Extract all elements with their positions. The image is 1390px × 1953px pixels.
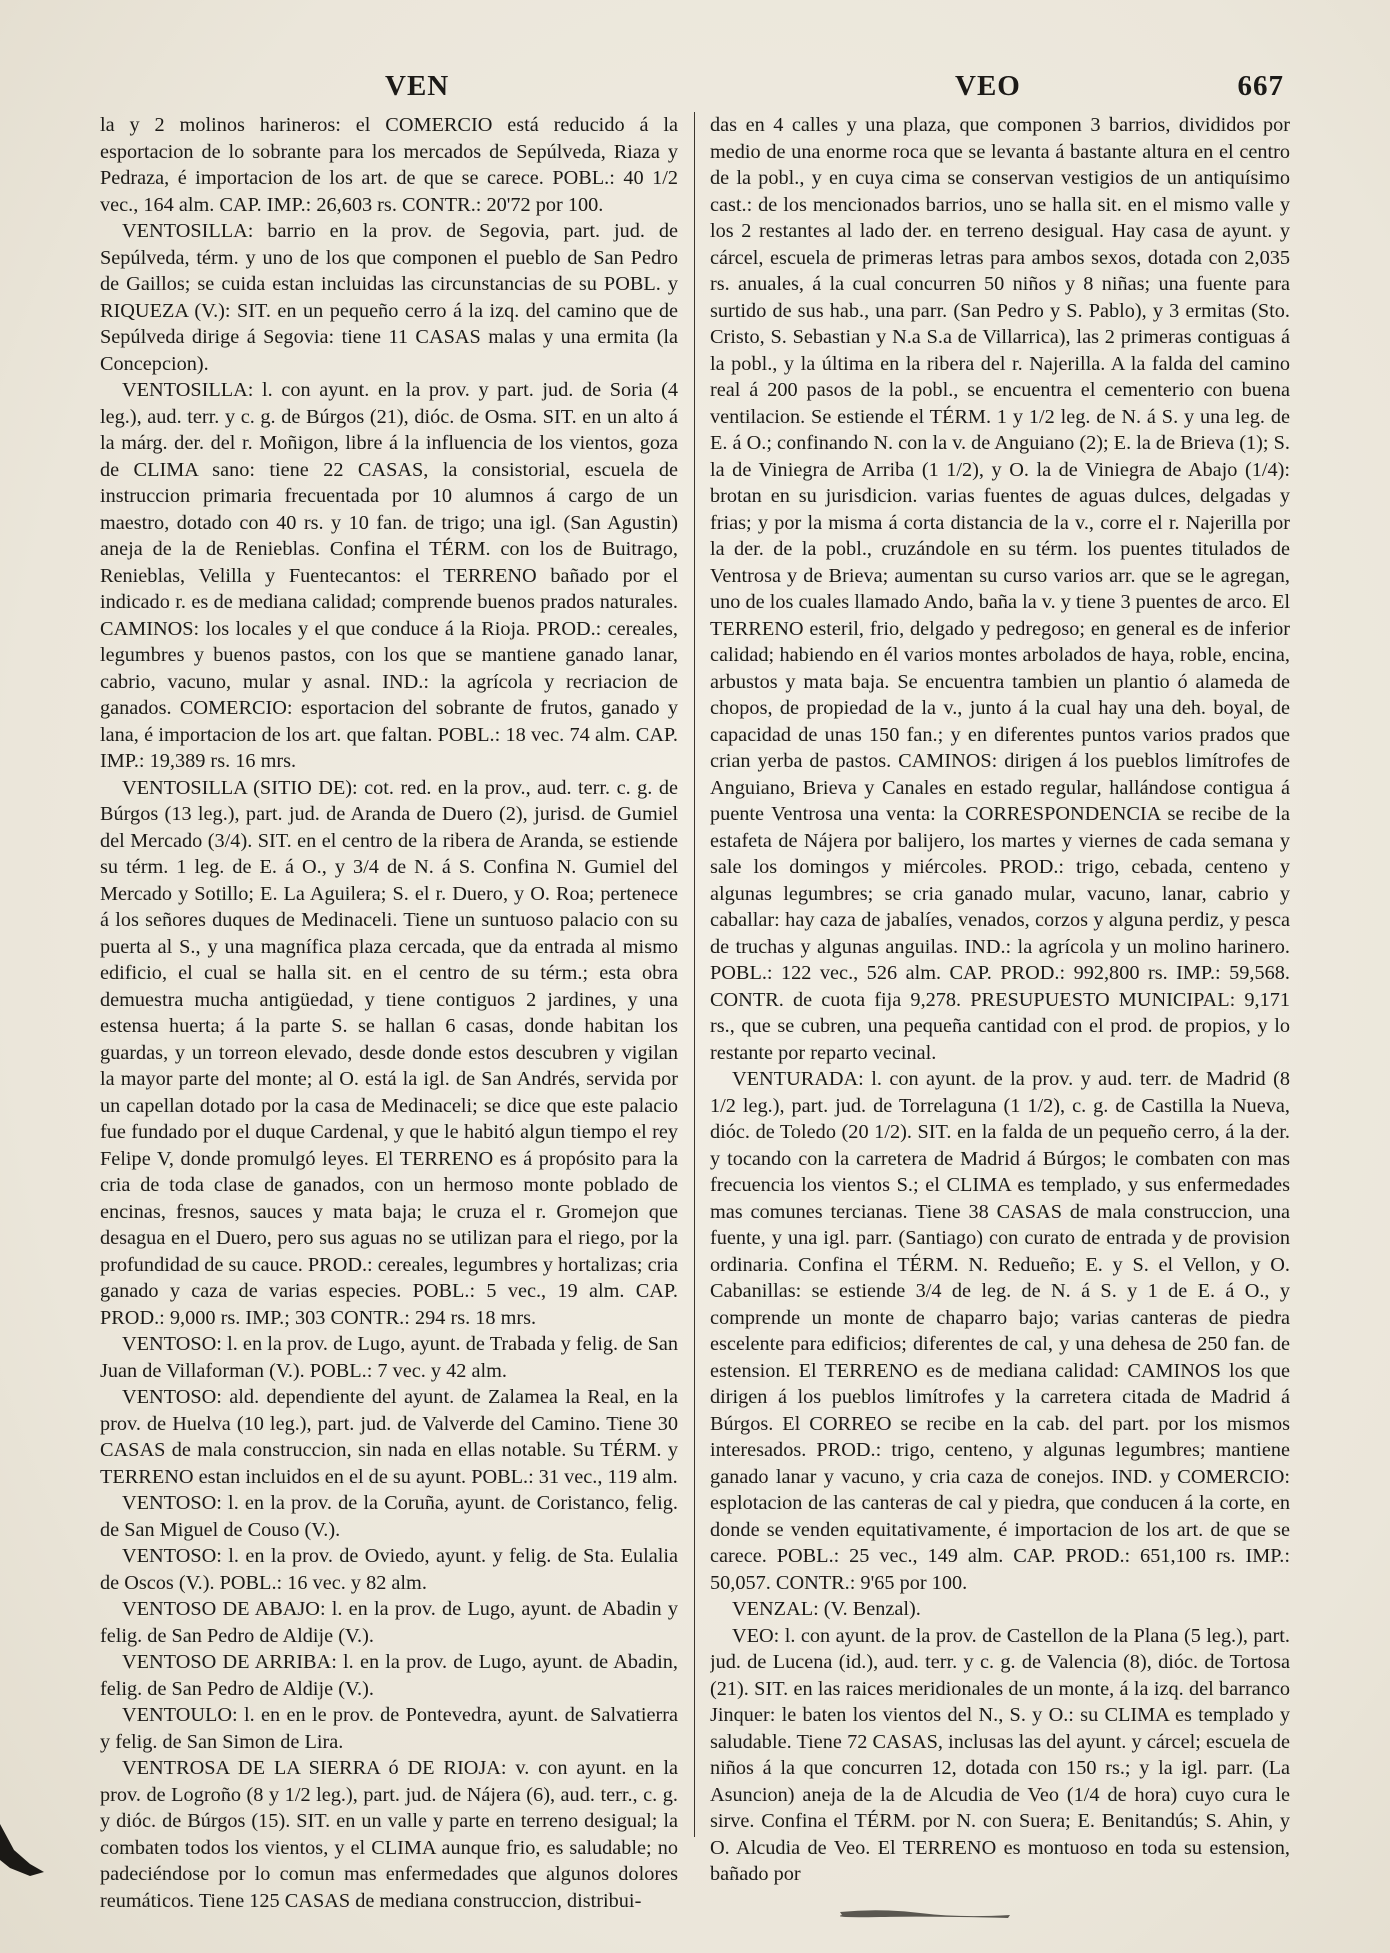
entry: VENTOSO DE ARRIBA: l. en la prov. de Lugo, ayunt. de Abadin, felig. de San Pedro de Aldije (V.). <box>100 1651 678 1700</box>
entry: das en 4 calles y una plaza, que componen 3 barrios, divididos por medio de una enorme roca que se levanta á bastante altura en el centro de la pobl., y en cuya cima se conservan vestigios de un antiquísimo cast.: de los mencionados barrios, uno se halla sit. en el mismo valle y los 2 restantes al lado der. en terreno desigual. Hay casa de ayunt. y cárcel, escuela de primeras letras para ambos sexos, dotada con 2,035 rs. anuales, á la cual concurren 50 niños y 8 niñas; una fuente para surtido de sus hab., una parr. (San Pedro y S. Pablo), y 3 ermitas (Sto. Cristo, S. Sebastian y N.a S.a de Villarrica), las 2 primeras contiguas á la pobl., y la última en la ribera del r. Najerilla. A la falda del camino real á 200 pasos de la pobl., se encuentra el cementerio con buena ventilacion. Se estiende el TÉRM. 1 y 1/2 leg. de N. á S. y una leg. de E. á O.; confinando N. con la v. de Anguiano (2); E. la de Brieva (1); S. la de Viniegra de Arriba (1 1/2), y O. la de Viniegra de Abajo (1/4): brotan en su jurisdicion. varias fuentes de aguas dulces, delgadas y frias; y por la misma á corta distancia de la v., corre el r. Najerilla por la der. de la pobl., cruzándole en su térm. los puentes titulados de Ventrosa y de Brieva; aumentan su curso varios arr. que se le agregan, uno de los cuales llamado Ando, baña la v. y tiene 3 puentes de arco. El TERRENO esteril, frio, delgado y pedregoso; en general es de inferior calidad; habiendo en él varios montes arbolados de haya, roble, encina, arbustos y mata baja. Se encuentra tambien un plantio ó alameda de chopos, de propiedad de la v., junto á la cual hay una deh. boyal, de capacidad de unas 150 fan.; y en diferentes puntos varios prados que crian yerba de pastos. CAMINOS: dirigen á los pueblos limítrofes de Anguiano, Brieva y Canales en estado regular, hallándose contigua á puente Ventrosa una venta: la CORRESPONDENCIA se recibe de la estafeta de Nájera por balijero, los martes y viernes de cada semana y sale los domingos y miércoles. PROD.: trigo, cebada, centeno y algunas legumbres; se cria ganado mular, vacuno, lanar, cabrio y caballar: hay caza de jabalíes, venados, corzos y alguna perdiz, y pesca de truchas y algunas anguilas. IND.: la agrícola y un molino harinero. POBL.: 122 vec., 526 alm. CAP. PROD.: 992,800 rs. IMP.: 59,568. CONTR. de cuota fija 9,278. PRESUPUESTO MUNICIPAL: 9,171 rs., que se cubren, una pequeña cantidad con el prod. de propios, y lo restante por reparto vecinal. <box>710 114 1290 1064</box>
entry: VENZAL: (V. Benzal). <box>732 1598 921 1620</box>
header-center: VEO <box>955 70 1021 102</box>
entry: VENTOSILLA: barrio en la prov. de Segovia, part. jud. de Sepúlveda, térm. y uno de los que componen el pueblo de San Pedro de Gaillos; se cuida estan incluidas las circunstancias de su POBL. y RIQUEZA (V.): SIT. en un pequeño cerro á la izq. del camino que de Sepúlveda dirige á Segovia: tiene 11 CASAS malas y una ermita (la Concepcion). <box>100 220 678 375</box>
entry: VEO: l. con ayunt. de la prov. de Castellon de la Plana (5 leg.), part. jud. de Lucena (id.), aud. terr. y c. g. de Valencia (8), dióc. de Tortosa (21). SIT. en las raices meridionales de un monte, á la izq. del barranco Jinquer: le baten los vientos del N., S. y O.: su CLIMA es templado y saludable. Tiene 72 CASAS, inclusas las del ayunt. y cárcel; escuela de niños á la que concurren 12, dotada con 150 rs.; y la igl. parr. (La Asuncion) aneja de la de Alcudia de Veo (1/4 de hora) cuyo cura le sirve. Confina el TÉRM. por N. con Suera; E. Benitandús; S. Ahin, y O. Alcudia de Veo. El TERRENO es montuoso en toda su estension, bañado por <box>710 1624 1290 1885</box>
right-column <box>710 112 1290 1912</box>
entry: la y 2 molinos harineros: el COMERCIO está reducido á la esportacion de lo sobrante para los mercados de Sepúlveda, Riaza y Pedraza, é importacion de los art. de que se carece. POBL.: 40 1/2 vec., 164 alm. CAP. IMP.: 26,603 rs. CONTR.: 20'72 por 100. <box>100 114 678 216</box>
ink-smudge <box>840 1906 1010 1920</box>
entry: VENTROSA DE LA SIERRA ó DE RIOJA: v. con ayunt. en la prov. de Logroño (8 y 1/2 leg.), part. jud. de Nájera (6), aud. terr., c. g. y dióc. de Búrgos (15). SIT. en un valle y parte en terreno desigual; la combaten todos los vientos, y el CLIMA aunque frio, es saludable; no padeciéndose por lo comun mas enfermedades que algunos dolores reumáticos. Tiene 125 CASAS de mediana construccion, distribui- <box>100 1757 678 1912</box>
entry: VENTOSILLA: l. con ayunt. en la prov. y part. jud. de Soria (4 leg.), aud. terr. y c. g. de Búrgos (21), dióc. de Osma. SIT. en un alto á la márg. der. del r. Moñigon, libre á la influencia de los vientos, goza de CLIMA sano: tiene 22 CASAS, la consistorial, escuela de instruccion primaria frecuentada por 10 alumnos á cargo de un maestro, dotado con 40 rs. y 10 fan. de trigo; una igl. (San Agustin) aneja de la de Renieblas. Confina el TÉRM. con los de Buitrago, Renieblas, Velilla y Fuentecantos: el TERRENO bañado por el indicado r. es de mediana calidad; comprende buenos prados naturales. CAMINOS: los locales y el que conduce á la Rioja. PROD.: cereales, legumbres y buenos pastos, con los que se mantiene ganado lanar, cabrio, vacuno, mular y asnal. IND.: la agrícola y recriacion de ganados. COMERCIO: esportacion del sobrante de frutos, ganado y lana, é importacion de los art. que faltan. POBL.: 18 vec. 74 alm. CAP. IMP.: 19,389 rs. 16 mrs. <box>100 379 678 772</box>
entry: VENTOSILLA (SITIO DE): cot. red. en la prov., aud. terr. c. g. de Búrgos (13 leg.), part. jud. de Aranda de Duero (2), jurisd. de Gumiel del Mercado (3/4). SIT. en el centro de la ribera de Aranda, se estiende su térm. 1 leg. de E. á O., y 3/4 de N. á S. Confina N. Gumiel del Mercado y Sotillo; E. La Aguilera; S. el r. Duero, y O. Roa; pertenece á los señores duques de Medinaceli. Tiene un suntuoso palacio con su puerta al S., y una magnífica plaza cercada, que da entrada al mismo edificio, el cual se halla sit. en el centro de su térm.; esta obra demuestra mucha antigüedad, y tiene contiguos 2 jardines, y una estensa huerta; á la parte S. se hallan 6 casas, donde habitan los guardas, y un torreon elevado, desde donde estos descubren y vigilan la mayor parte del monte; al O. está la igl. de San Andrés, servida por un capellan dotado por la casa de Medinaceli; se dice que este palacio fue fundado por el duque Cardenal, y que le habitó algun tiempo el rey Felipe V, donde promulgó leyes. El TERRENO es á propósito para la cria de toda clase de ganados, con un hermoso monte poblado de encinas, fresnos, sauces y mata baja; le cruza el r. Gromejon que desagua en el Duero, pero sus aguas no se utilizan para el riego, por la profundidad de su cauce. PROD.: cereales, legumbres y hortalizas; cria ganado y caza de varias especies. POBL.: 5 vec., 19 alm. CAP. PROD.: 9,000 rs. IMP.; 303 CONTR.: 294 rs. 18 mrs. <box>100 776 678 1329</box>
column-divider <box>694 112 695 1837</box>
running-header <box>100 70 1290 110</box>
entry: VENTOSO DE ABAJO: l. en la prov. de Lugo, ayunt. de Abadin y felig. de San Pedro de Aldije (V.). <box>100 1598 678 1647</box>
entry: VENTURADA: l. con ayunt. de la prov. y aud. terr. de Madrid (8 1/2 leg.), part. jud. de Torrelaguna (1 1/2), c. g. de Castilla la Nueva, dióc. de Toledo (20 1/2). SIT. en la falda de un pequeño cerro, á la der. y tocando con la carretera de Madrid á Búrgos; le combaten con mas frecuencia los vientos S.; el CLIMA es templado, y sus enfermedades mas comunes tercianas. Tiene 38 CASAS de mala construccion, una fuente, y una igl. parr. (Santiago) con curato de entrada y de provision ordinaria. Confina el TÉRM. N. Redueño; E. y S. el Vellon, y O. Cabanillas: se estiende 3/4 de leg. de N. á S. y 1 de E. á O., y comprende un monte de chaparro bajo; varias canteras de piedra escelente para edificios; diferentes de cal, y una dehesa de 250 fan. de estension. El TERRENO es de mediana calidad: CAMINOS los que dirigen á los pueblos limítrofes y la carretera citada de Madrid á Búrgos. El CORREO se recibe en la cab. del part. por los mismos interesados. PROD.: trigo, centeno, y algunas legumbres; mantiene ganado lanar y vacuno, y cria caza de conejos. IND. y COMERCIO: esplotacion de las canteras de cal y piedra, que conducen á la corte, en donde se venden equitativamente, é importacion de los art. de que se carece. POBL.: 25 vec., 149 alm. CAP. PROD.: 651,100 rs. IMP.: 50,057. CONTR.: 9'65 por 100. <box>710 1068 1290 1594</box>
left-column <box>100 112 678 1912</box>
entry: VENTOSO: l. en la prov. de Lugo, ayunt. de Trabada y felig. de San Juan de Villaforman (V.). POBL.: 7 vec. y 42 alm. <box>100 1333 678 1382</box>
header-left: VEN <box>385 70 450 102</box>
entry: VENTOSO: ald. dependiente del ayunt. de Zalamea la Real, en la prov. de Huelva (10 leg.), part. jud. de Valverde del Camino. Tiene 30 CASAS de mala construccion, sin nada en ellas notable. Su TÉRM. y TERRENO estan incluidos en el de su ayunt. POBL.: 31 vec., 119 alm. <box>100 1386 678 1488</box>
entry: VENTOSO: l. en la prov. de la Coruña, ayunt. de Coristanco, felig. de San Miguel de Couso (V.). <box>100 1492 678 1541</box>
binding-mark <box>0 1820 46 1882</box>
page-number: 667 <box>1237 70 1284 102</box>
entry: VENTOULO: l. en en le prov. de Pontevedra, ayunt. de Salvatierra y felig. de San Simon de Lira. <box>100 1704 678 1753</box>
entry: VENTOSO: l. en la prov. de Oviedo, ayunt. y felig. de Sta. Eulalia de Oscos (V.). POBL.: 16 vec. y 82 alm. <box>100 1545 678 1594</box>
